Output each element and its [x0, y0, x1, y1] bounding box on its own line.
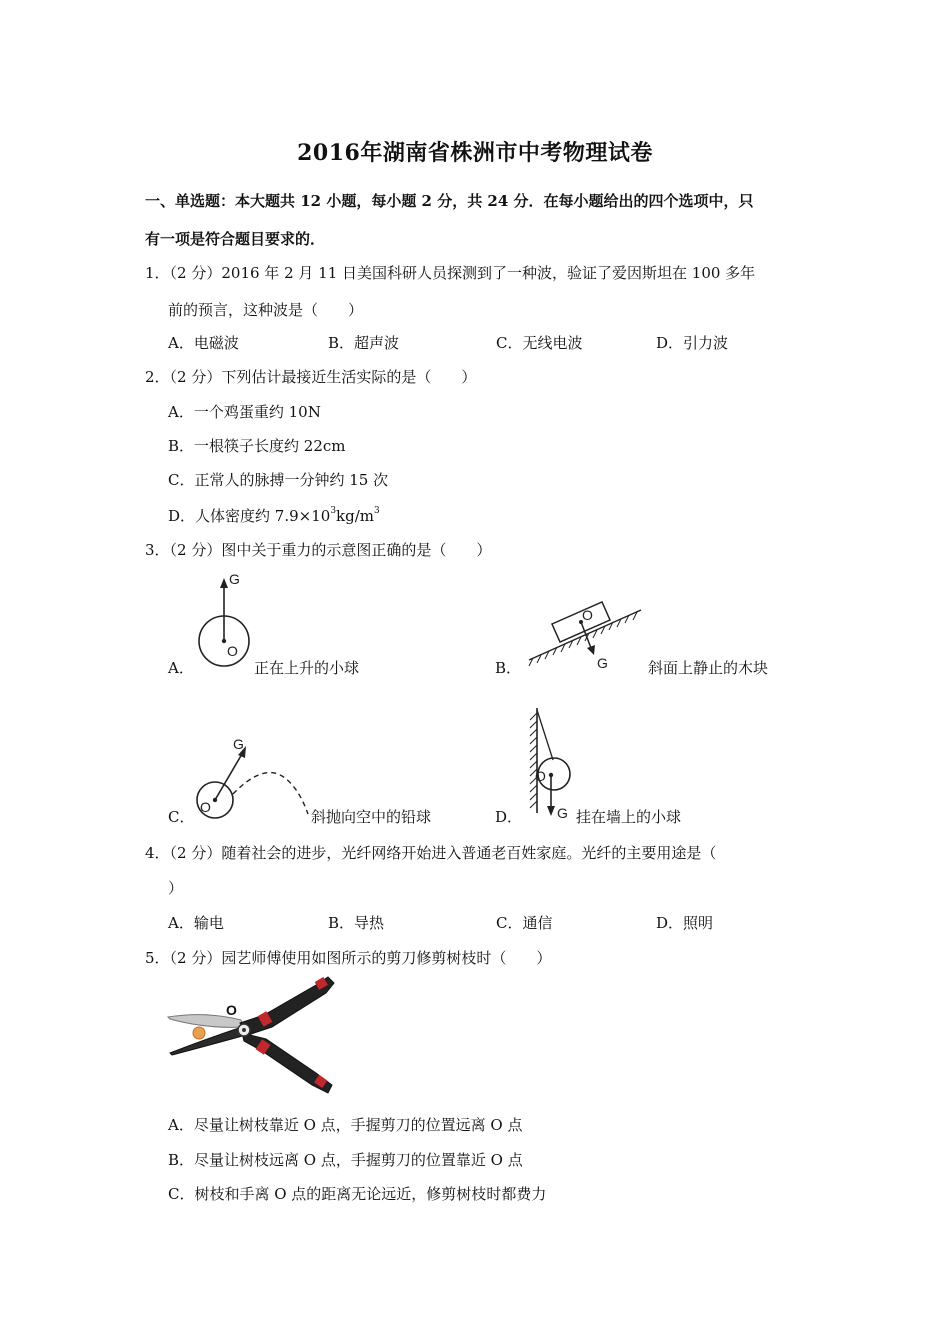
q3-a-o-label: O — [227, 643, 238, 659]
q1-option-a: A．电磁波 — [168, 334, 239, 352]
q3-figure-a — [190, 568, 260, 678]
q3-figure-d — [525, 705, 580, 830]
q5-pivot-label: O — [226, 1002, 237, 1018]
q2-option-d-unit: kg/m — [336, 507, 375, 525]
q3-b-g-label: G — [597, 655, 608, 671]
q4-option-c: C．通信 — [496, 914, 553, 932]
q2-option-a: A．一个鸡蛋重约 10N — [168, 403, 321, 421]
q1-option-c: C．无线电波 — [496, 334, 583, 352]
q5-option-a: A．尽量让树枝靠近 O 点，手握剪刀的位置远离 O 点 — [168, 1116, 523, 1134]
q3-option-c-label: C． — [168, 808, 195, 826]
q3-option-b-label: B． — [495, 659, 522, 677]
q3-option-b-text: 斜面上静止的木块 — [648, 659, 769, 677]
q2-stem: 2．（2 分）下列估计最接近生活实际的是（ ） — [145, 368, 477, 386]
q3-option-a-text: 正在上升的小球 — [254, 659, 360, 677]
q3-c-o-label: O — [200, 799, 211, 815]
q4-option-d: D．照明 — [656, 914, 714, 932]
q5-option-c: C．树枝和手离 O 点的距离无论远近，修剪树枝时都费力 — [168, 1185, 547, 1203]
q4-stem-line1: 4．（2 分）随着社会的进步，光纤网络开始进入普通老百姓家庭。光纤的主要用途是（ — [145, 844, 717, 862]
q3-option-d-text: 挂在墙上的小球 — [576, 808, 682, 826]
q2-option-c: C．正常人的脉搏一分钟约 15 次 — [168, 471, 389, 489]
q2-option-b: B．一根筷子长度约 22cm — [168, 437, 346, 455]
q3-option-c-text: 斜抛向空中的铅球 — [311, 808, 432, 826]
q3-d-g-label: G — [557, 805, 568, 821]
q5-option-b: B．尽量让树枝远离 O 点，手握剪刀的位置靠近 O 点 — [168, 1151, 523, 1169]
q1-option-b: B．超声波 — [328, 334, 400, 352]
q3-option-d-label: D． — [495, 808, 523, 826]
q1-stem-line1: 1．（2 分）2016 年 2 月 11 日美国科研人员探测到了一种波，验证了爱因斯坦在 100 多年 — [145, 264, 756, 282]
q2-option-d-text: D．人体密度约 7.9×10 — [168, 507, 331, 525]
q4-option-a: A．输电 — [168, 914, 224, 932]
section-heading-line2: 有一项是符合题目要求的． — [145, 230, 326, 248]
page-title: 2016年湖南省株洲市中考物理试卷 — [297, 140, 653, 166]
q2-option-d-exp2: 3 — [374, 506, 380, 516]
q3-figure-b — [525, 588, 650, 678]
q3-a-g-label: G — [229, 571, 240, 587]
q1-stem-line2: 前的预言，这种波是（ ） — [168, 301, 364, 319]
q1-option-d: D．引力波 — [656, 334, 729, 352]
q5-shears-figure — [166, 975, 338, 1095]
q3-stem: 3．（2 分）图中关于重力的示意图正确的是（ ） — [145, 541, 492, 559]
q3-option-a-label: A． — [168, 659, 194, 677]
q5-stem: 5．（2 分）园艺师傅使用如图所示的剪刀修剪树枝时（ ） — [145, 949, 552, 967]
q3-b-o-label: O — [582, 607, 593, 623]
q4-stem-line2: ） — [168, 879, 184, 897]
q3-figure-c — [190, 728, 310, 828]
q2-option-d — [168, 505, 380, 526]
q4-option-b: B．导热 — [328, 914, 385, 932]
q3-d-o-label: O — [535, 768, 546, 784]
q3-c-g-label: G — [233, 736, 244, 752]
section-heading-line1: 一、单选题：本大题共 12 小题，每小题 2 分，共 24 分．在每小题给出的四个选项中，只 — [145, 192, 754, 210]
q2-option-d-exp1: 3 — [330, 506, 337, 516]
